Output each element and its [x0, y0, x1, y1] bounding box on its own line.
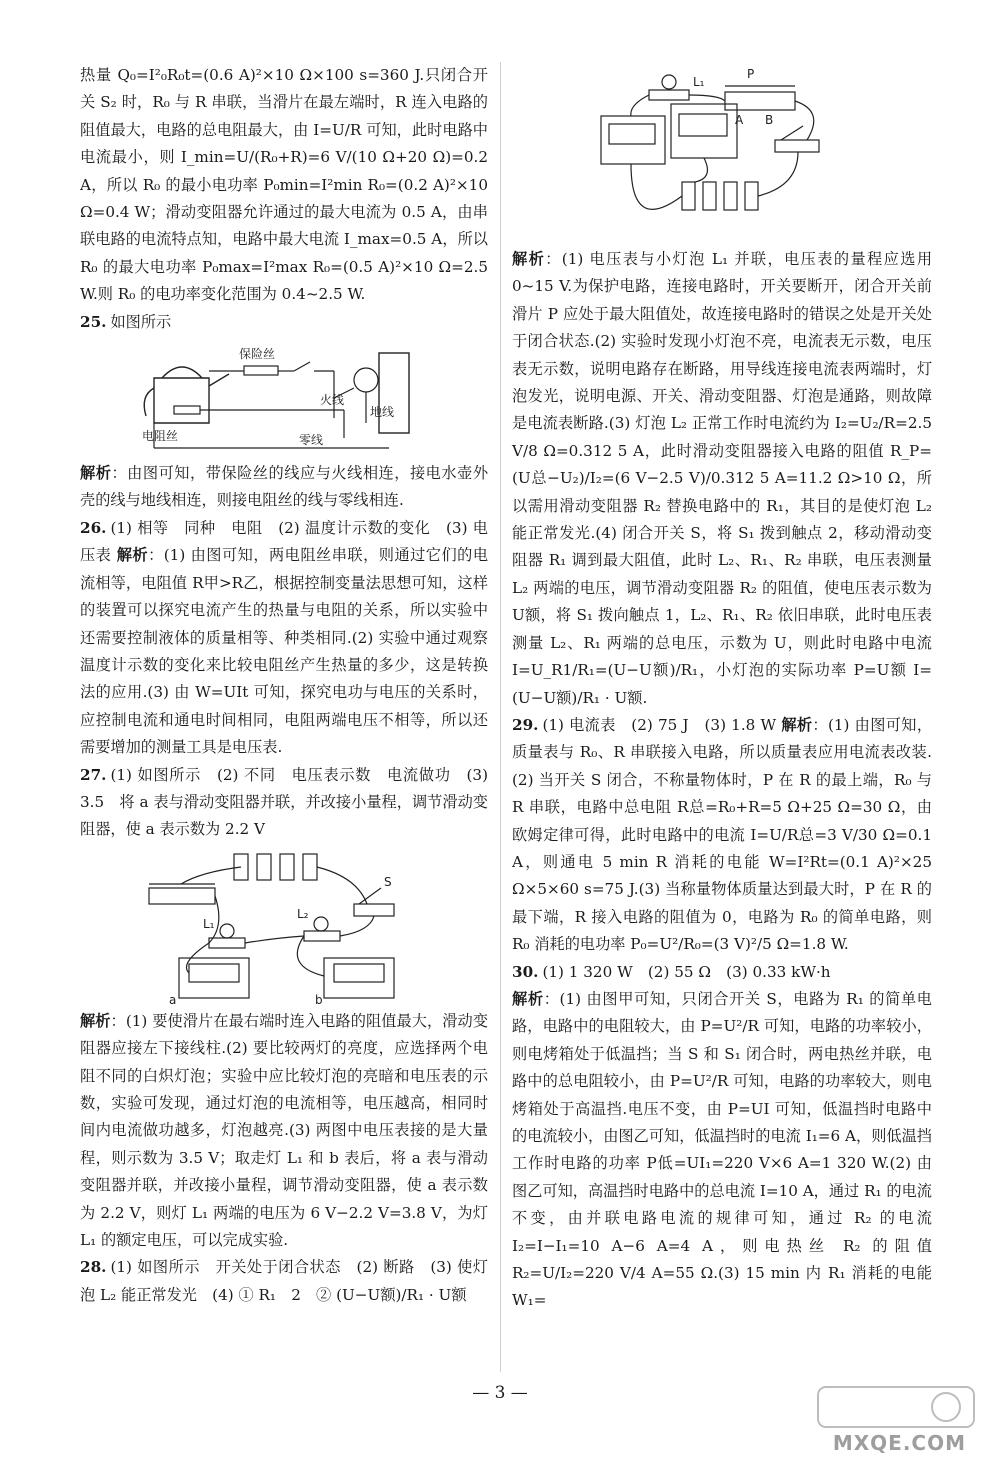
- q29-number: 29.: [512, 715, 539, 734]
- q25-answer-text: 如图所示: [110, 312, 172, 331]
- switch-label: S: [384, 874, 392, 889]
- lamp-l1-label: L₁: [203, 916, 215, 931]
- q30-answer: 30. (1) 1 320 W (2) 55 Ω (3) 0.33 kW·h: [512, 962, 831, 981]
- figure-kettle-wiring: [134, 338, 434, 458]
- figure-rheostat-lamp-circuit: [597, 64, 847, 244]
- q27-analysis: 解析：(1) 要使滑片在最右端时连入电路的阻值最大，滑动变阻器应接左下接线柱.(2) 要比较两灯的亮度，应选择两个电阻不同的白炽灯泡；实验中应比较灯泡的亮暗和电压表的示数，实验可发现，通过灯泡的电流相等，电压越高，相同时间内电流做功越多，灯泡越亮.(3) 两图中电压表接的是大量程，则示数为 3.5 V；取走灯 L₁ 和 b 表后，将 a 表与滑动变阻器并联，并改接小量程，调节滑动变阻器，使 a 表示数为 2.2 V，则灯 L₁ 两端的电压为 6 V−2.2 V=3.8 V，为灯 L₁ 的额定电压，可以完成实验.: [80, 1011, 489, 1249]
- q30-analysis: 解析：(1) 由图甲可知，只闭合开关 S，电路为 R₁ 的简单电路，电路中的电阻较大，由 P=U²/R 可知，电路的功率较小，则电烤箱处于低温挡；当 S 和 S₁ 闭合时，两电热丝并联，电路中的总电阻较小，由 P=U²/R 可知，电路的功率较大，则电烤箱处于高温挡.电压不变，由 P=UI 可知，低温挡时电路中的电流较小，由图乙可知，低温挡时的电流 I₁=6 A，则低温挡工作时电路的功率 P低=UI₁=220 V×6 A=1 320 W.(2) 由图乙可知，高温挡时电路中的总电流 I=10 A，通过 R₁ 的电流不变，由并联电路电流的规律可知，通过 R₂ 的电流 I₂=I−I₁=10 A−6 A=4 A，则电热丝 R₂ 的阻值 R₂=U/I₂=220 V/4 A=55 Ω.(3) 15 min 内 R₁ 消耗的电能 W₁=: [512, 989, 932, 1310]
- heater-label: 电阻丝: [142, 429, 179, 444]
- left-column: [80, 62, 488, 1309]
- watermark-text: MXQE.COM: [832, 1431, 966, 1455]
- slider-p-label: P: [747, 67, 755, 81]
- q30-number: 30.: [512, 962, 539, 981]
- q26-number: 26.: [80, 518, 107, 537]
- q28-number: 28.: [80, 1258, 107, 1277]
- q24-continuation: 热量 Q₀=I²₀R₀t=(0.6 A)²×10 Ω×100 s=360 J.只闭合开关 S₂ 时，R₀ 与 R 串联，当滑片在最左端时，R 连入电路的阻值最大，电路的总电阻最大，由 I=U/R 可知，此时电路中电流最小，则 I_min=U/(R₀+R)=6 V/(10 Ω+20 Ω)=0.2 A，所以 R₀ 的最小电功率 P₀min=I²min R₀=(0.2 A)²×10 Ω=0.4 W；滑动变阻器允许通过的最大电流为 0.5 A，由串联电路的电流特点知，电路中最大电流 I_max=0.5 A，所以 R₀ 的最大电功率 P₀max=I²max R₀=(0.5 A)²×10 Ω=2.5 W.则 R₀ 的电功率变化范围为 0.4~2.5 W.: [80, 66, 488, 304]
- terminal-a-label: A: [735, 113, 744, 127]
- q28-answer: 28. (1) 如图所示 开关处于闭合状态 (2) 断路 (3) 使灯泡 L₂ 能正常发光 (4) ① R₁ 2 ② (U−U额)/R₁ · U额: [80, 1258, 488, 1304]
- q26-answer: 26. (1) 相等 同种 电阻 (2) 温度计示数的变化 (3) 电压表 解析：(1) 由图可知，两电阻丝串联，则通过它们的电流相等，电阻值 R甲>R乙，根据控制变量法思想可知，这样的装置可以探究电流产生的热量与电阻的关系，所以实验中还需要控制液体的质量相等、种类相同.(2) 实验中通过观察温度计示数的变化来比较电阻丝产生热量的多少，这是转换法的应用.(3) 由 W=UIt 可知，探究电功与电压的关系时，应控制电流和通电时间相同，电阻两端电压不相等，所以还需要增加的测量工具是电压表.: [80, 518, 489, 757]
- meter-b-label: b: [315, 992, 323, 1006]
- q29-answer: 29. (1) 电流表 (2) 75 J (3) 1.8 W 解析：(1) 由图可知，质量表与 R₀、R 串联接入电路，所以质量表应用电流表改装.(2) 当开关 S 闭合，不称量物体时，P 在 R 的最上端，R₀ 与 R 串联，电路中总电阻 R总=R₀+R=5 Ω+25 Ω=30 Ω，由欧姆定律可得，此时电路中的电流 I=U/R总=3 V/30 Ω=0.1 A，则通电 5 min R 消耗的电能 W=I²Rt=(0.1 A)²×25 Ω×5×60 s=75 J.(3) 当称量物体质量达到最大时，P 在 R 的最下端，R 接入电路的阻值为 0，电路为 R₀ 的简单电路，则 R₀ 消耗的电功率 P₀=U²/R₀=(3 V)²/5 Ω=1.8 W.: [512, 715, 933, 954]
- ground-wire-label: 地线: [370, 405, 395, 420]
- right-column: [512, 62, 932, 1315]
- page-number: — 3 —: [472, 1383, 528, 1403]
- figure-two-lamps-circuit: [139, 846, 429, 1006]
- neutral-wire-label: 零线: [299, 433, 324, 448]
- live-wire-label: 火线: [320, 393, 345, 408]
- q25-analysis: 解析：由图可知，带保险丝的线应与火线相连，接电水壶外壳的线与地线相连，则接电阻丝的线与零线相连.: [80, 464, 489, 510]
- terminal-b-label: B: [765, 113, 774, 127]
- q25-number: 25.: [80, 312, 107, 331]
- meter-a-label: a: [169, 992, 177, 1006]
- fuse-label: 保险丝: [239, 347, 276, 362]
- column-divider: [500, 62, 501, 1372]
- q25-answer: [80, 309, 488, 336]
- lamp-l2-label: L₂: [297, 906, 309, 921]
- q27-number: 27.: [80, 765, 107, 784]
- q27-answer: 27. (1) 如图所示 (2) 不同 电压表示数 电流做功 (3) 3.5 将 a 表与滑动变阻器并联，并改接小量程，调节滑动变阻器，使 a 表示数为 2.2 V: [80, 765, 488, 839]
- lamp-l1-label-right: L₁: [693, 75, 705, 89]
- q28-analysis: 解析：(1) 电压表与小灯泡 L₁ 并联，电压表的量程应选用 0~15 V.为保护电路，连接电路时，开关要断开，闭合开关前滑片 P 应处于最大阻值处，故连接电路时的错误之处是开关处于闭合状态.(2) 实验时发现小灯泡不亮，电流表无示数，电压表无示数，说明电路存在断路，用导线连接电流表两端时，灯泡发光，说明电源、开关、滑动变阻器、灯泡是通路，则故障是电流表断路.(3) 灯泡 L₂ 正常工作时电流约为 I₂=U₂/R=2.5 V/8 Ω=0.312 5 A，此时滑动变阻器接入电路的阻值 R_P=(U总−U₂)/I₂=(6 V−2.5 V)/0.312 5 A=11.2 Ω>10 Ω，所以需用滑动变阻器 R₂ 替换电路中的 R₁，其目的是使灯泡 L₂ 能正常发光.(4) 闭合开关 S，将 S₁ 拨到触点 2，移动滑动变阻器 R₁ 调到最大阻值，此时 L₂、R₁、R₂ 串联，电压表测量 L₂ 两端的电压，调节滑动变阻器 R₂ 的阻值，使电压表示数为 U额，将 S₁ 拨向触点 1，L₂、R₁、R₂ 依旧串联，此时电压表测量 L₂、R₁ 两端的总电压，示数为 U，则此时电路中电流 I=U_R1/R₁=(U−U额)/R₁，小灯泡的实际功率 P=U额 I=(U−U额)/R₁ · U额.: [512, 250, 933, 707]
